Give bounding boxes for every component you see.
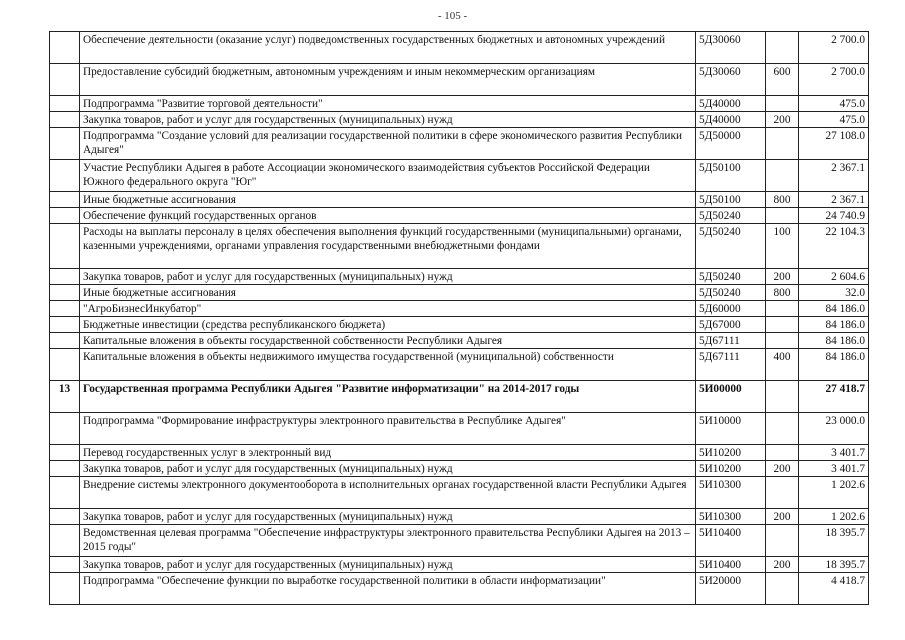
table-row <box>50 224 869 269</box>
row-number: 13 <box>50 381 80 413</box>
table-row <box>50 573 869 605</box>
row-name: Закупка товаров, работ и услуг для государственных (муниципальных) нужд <box>80 269 696 285</box>
page-number: - 105 - <box>437 10 468 22</box>
row-name: Ведомственная целевая программа "Обеспечение инфраструктуры электронного правительства Республики Адыгея на 2013 – 2015 годы" <box>80 525 696 557</box>
table-row <box>50 160 869 192</box>
row-expense-type <box>766 317 799 333</box>
row-expense-type <box>766 445 799 461</box>
row-amount: 2 700.0 <box>799 64 869 96</box>
row-name: Капитальные вложения в объекты недвижимого имущества государственной (муниципальной) собственности <box>80 349 696 381</box>
row-number <box>50 285 80 301</box>
table-row <box>50 381 869 413</box>
table-row <box>50 112 869 128</box>
table-row <box>50 333 869 349</box>
row-amount: 3 401.7 <box>799 445 869 461</box>
row-amount: 475.0 <box>799 112 869 128</box>
row-code: 5Д67111 <box>696 349 766 381</box>
row-expense-type <box>766 381 799 413</box>
table-row <box>50 32 869 64</box>
row-number <box>50 445 80 461</box>
row-code: 5Д30060 <box>696 32 766 64</box>
row-name: Подпрограмма "Создание условий для реализации государственной политики в сфере экономического развития Республики Адыгея" <box>80 128 696 160</box>
row-code: 5Д40000 <box>696 112 766 128</box>
row-expense-type: 200 <box>766 461 799 477</box>
row-code: 5И20000 <box>696 573 766 605</box>
row-number <box>50 96 80 112</box>
row-expense-type <box>766 32 799 64</box>
row-name: Подпрограмма "Обеспечение функции по выработке государственной политики в области информатизации" <box>80 573 696 605</box>
table-row <box>50 96 869 112</box>
row-number <box>50 160 80 192</box>
row-expense-type <box>766 96 799 112</box>
row-expense-type: 800 <box>766 192 799 208</box>
row-number <box>50 269 80 285</box>
row-name: Иные бюджетные ассигнования <box>80 285 696 301</box>
row-code: 5И00000 <box>696 381 766 413</box>
row-expense-type: 400 <box>766 349 799 381</box>
table-row <box>50 461 869 477</box>
row-amount: 475.0 <box>799 96 869 112</box>
row-code: 5Д50000 <box>696 128 766 160</box>
row-code: 5Д50100 <box>696 160 766 192</box>
table-row <box>50 413 869 445</box>
row-number <box>50 64 80 96</box>
row-amount: 18 395.7 <box>799 525 869 557</box>
row-expense-type: 200 <box>766 112 799 128</box>
row-number <box>50 573 80 605</box>
row-code: 5И10400 <box>696 525 766 557</box>
row-code: 5Д50240 <box>696 285 766 301</box>
row-expense-type <box>766 208 799 224</box>
row-amount: 2 367.1 <box>799 192 869 208</box>
row-amount: 32.0 <box>799 285 869 301</box>
row-amount: 84 186.0 <box>799 301 869 317</box>
table-row <box>50 349 869 381</box>
table-row <box>50 269 869 285</box>
row-amount: 22 104.3 <box>799 224 869 269</box>
row-name: Государственная программа Республики Адыгея "Развитие информатизации" на 2014-2017 годы <box>80 381 696 413</box>
row-number <box>50 461 80 477</box>
row-expense-type: 600 <box>766 64 799 96</box>
budget-table-body <box>50 32 869 605</box>
row-code: 5И10300 <box>696 509 766 525</box>
table-row <box>50 317 869 333</box>
row-code: 5Д40000 <box>696 96 766 112</box>
row-number <box>50 32 80 64</box>
row-code: 5И10200 <box>696 445 766 461</box>
table-row <box>50 525 869 557</box>
row-name: Капитальные вложения в объекты государственной собственности Республики Адыгея <box>80 333 696 349</box>
row-number <box>50 128 80 160</box>
row-amount: 2 700.0 <box>799 32 869 64</box>
row-code: 5Д30060 <box>696 64 766 96</box>
row-number <box>50 224 80 269</box>
row-name: Подпрограмма "Развитие торговой деятельности" <box>80 96 696 112</box>
row-name: Обеспечение функций государственных органов <box>80 208 696 224</box>
row-name: Предоставление субсидий бюджетным, автономным учреждениям и иным некоммерческим организациям <box>80 64 696 96</box>
row-expense-type: 200 <box>766 269 799 285</box>
row-expense-type <box>766 413 799 445</box>
row-amount: 2 367.1 <box>799 160 869 192</box>
row-amount: 24 740.9 <box>799 208 869 224</box>
row-amount: 18 395.7 <box>799 557 869 573</box>
row-expense-type: 800 <box>766 285 799 301</box>
row-expense-type: 200 <box>766 509 799 525</box>
row-number <box>50 413 80 445</box>
table-row <box>50 192 869 208</box>
row-expense-type <box>766 128 799 160</box>
row-name: Иные бюджетные ассигнования <box>80 192 696 208</box>
row-number <box>50 477 80 509</box>
table-row <box>50 445 869 461</box>
row-code: 5И10300 <box>696 477 766 509</box>
row-amount: 27 418.7 <box>799 381 869 413</box>
row-name: Закупка товаров, работ и услуг для государственных (муниципальных) нужд <box>80 461 696 477</box>
row-amount: 2 604.6 <box>799 269 869 285</box>
table-row <box>50 128 869 160</box>
row-name: Закупка товаров, работ и услуг для государственных (муниципальных) нужд <box>80 509 696 525</box>
row-amount: 84 186.0 <box>799 349 869 381</box>
row-number <box>50 525 80 557</box>
row-code: 5И10400 <box>696 557 766 573</box>
row-amount: 3 401.7 <box>799 461 869 477</box>
row-number <box>50 333 80 349</box>
row-name: Закупка товаров, работ и услуг для государственных (муниципальных) нужд <box>80 112 696 128</box>
table-row <box>50 285 869 301</box>
row-expense-type <box>766 160 799 192</box>
row-number <box>50 208 80 224</box>
table-row <box>50 301 869 317</box>
row-amount: 23 000.0 <box>799 413 869 445</box>
row-code: 5Д50240 <box>696 269 766 285</box>
row-number <box>50 317 80 333</box>
row-name: Обеспечение деятельности (оказание услуг) подведомственных государственных бюджетных и автономных учреждений <box>80 32 696 64</box>
row-name: Бюджетные инвестиции (средства республиканского бюджета) <box>80 317 696 333</box>
row-number <box>50 509 80 525</box>
row-amount: 1 202.6 <box>799 509 869 525</box>
row-number <box>50 349 80 381</box>
row-number <box>50 301 80 317</box>
row-code: 5Д60000 <box>696 301 766 317</box>
row-number <box>50 192 80 208</box>
row-amount: 84 186.0 <box>799 317 869 333</box>
budget-table <box>49 31 869 605</box>
row-amount: 27 108.0 <box>799 128 869 160</box>
row-name: "АгроБизнесИнкубатор" <box>80 301 696 317</box>
table-row <box>50 509 869 525</box>
row-name: Внедрение системы электронного документооборота в исполнительных органах государственной власти Республики Адыгея <box>80 477 696 509</box>
row-code: 5Д50240 <box>696 208 766 224</box>
row-expense-type: 200 <box>766 557 799 573</box>
row-amount: 1 202.6 <box>799 477 869 509</box>
table-row <box>50 557 869 573</box>
row-expense-type <box>766 333 799 349</box>
row-expense-type <box>766 301 799 317</box>
table-row <box>50 64 869 96</box>
row-amount: 84 186.0 <box>799 333 869 349</box>
row-code: 5Д67111 <box>696 333 766 349</box>
row-name: Подпрограмма "Формирование инфраструктуры электронного правительства в Республике Адыгея" <box>80 413 696 445</box>
row-number <box>50 112 80 128</box>
row-code: 5И10000 <box>696 413 766 445</box>
row-number <box>50 557 80 573</box>
row-expense-type <box>766 477 799 509</box>
table-row <box>50 208 869 224</box>
row-code: 5Д50100 <box>696 192 766 208</box>
row-name: Участие Республики Адыгея в работе Ассоциации экономического взаимодействия субъектов Российской Федерации Южного федерального округа "Юг" <box>80 160 696 192</box>
row-amount: 4 418.7 <box>799 573 869 605</box>
row-expense-type <box>766 525 799 557</box>
row-code: 5И10200 <box>696 461 766 477</box>
row-code: 5Д67000 <box>696 317 766 333</box>
row-expense-type <box>766 573 799 605</box>
row-code: 5Д50240 <box>696 224 766 269</box>
row-name: Перевод государственных услуг в электронный вид <box>80 445 696 461</box>
row-name: Расходы на выплаты персоналу в целях обеспечения выполнения функций государственными (муниципальными) органами, казенными учреждениями, органами управления государственными внебюджетными фондами <box>80 224 696 269</box>
table-row <box>50 477 869 509</box>
row-expense-type: 100 <box>766 224 799 269</box>
row-name: Закупка товаров, работ и услуг для государственных (муниципальных) нужд <box>80 557 696 573</box>
